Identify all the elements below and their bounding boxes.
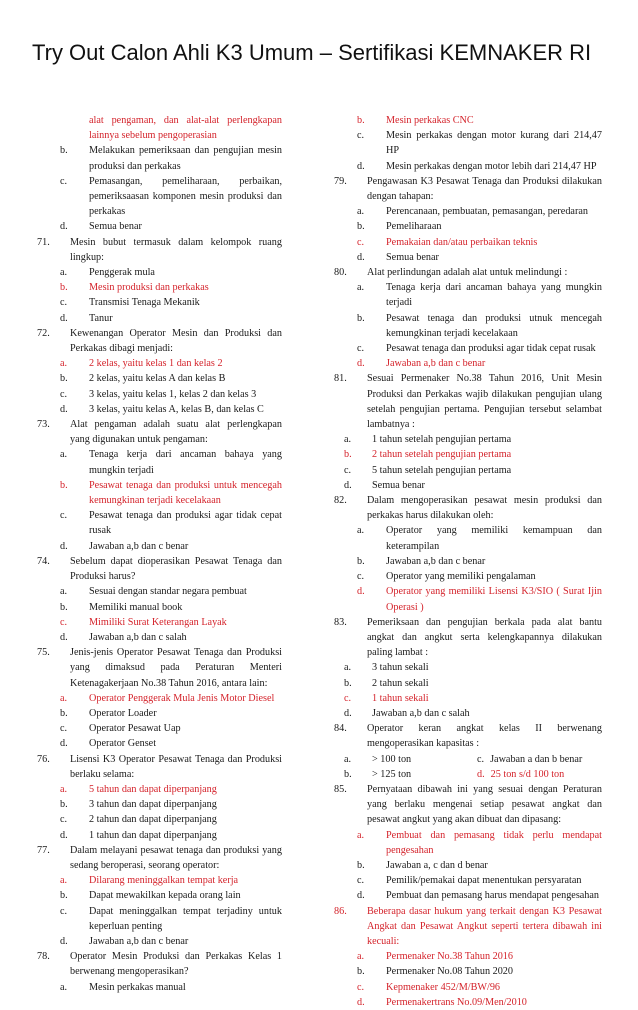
answer-option xyxy=(334,888,602,903)
answer-option xyxy=(37,888,282,903)
answer-option xyxy=(37,219,282,234)
answer-option xyxy=(334,113,602,128)
option-text: Jawaban a,b dan c benar xyxy=(386,358,486,370)
question-body: Beberapa dasar hukum yang terkait dengan K3 Pesawat Angkat dan Pesawat Angkut seperti tertera dibawah ini kecuali: xyxy=(367,905,602,947)
option-letter: d. xyxy=(357,160,365,172)
option-text: Pesawat tenaga dan produksi utnuk mencegah kemungkinan terjadi kecelakaan xyxy=(386,312,602,339)
option-text: Semua benar xyxy=(386,251,439,263)
question-body: Pemeriksaan dan pengujian berkala pada alat bantu angkat dan angkut serta kelengkapannya dilakukan paling lambat : xyxy=(367,616,602,659)
option-text-b xyxy=(477,767,602,782)
page-title: Try Out Calon Ahli K3 Umum – Sertifikasi KEMNAKER RI xyxy=(32,40,592,65)
option-text: Pemilik/pemakai dapat menentukan persyaratan xyxy=(386,875,582,887)
option-text: Tenaga kerja dari ancaman bahaya yang mungkin terjadi xyxy=(386,282,602,309)
option-text: Mesin perkakas CNC xyxy=(386,115,474,126)
answer-option xyxy=(37,584,282,599)
option-text: Pembuat dan pemasang harus mendapat pengesahan xyxy=(386,890,600,902)
option-letter: a. xyxy=(357,206,365,218)
answer-option xyxy=(334,341,602,356)
option-text: Tanur xyxy=(89,312,113,324)
option-letter: c. xyxy=(477,753,485,765)
option-text: Semua benar xyxy=(372,479,425,491)
question-text xyxy=(37,235,282,265)
answer-option xyxy=(334,280,602,310)
option-letter: c. xyxy=(357,130,365,142)
question-number: 79. xyxy=(334,175,347,187)
option-text: Mesin perkakas dengan motor kurang dari 214,47 HP xyxy=(386,130,602,157)
answer-option xyxy=(334,311,602,341)
option-text: 1 tahun dan dapat diperpanjang xyxy=(89,829,217,841)
answer-option xyxy=(37,387,282,402)
option-letter: a. xyxy=(344,434,352,446)
option-text-b xyxy=(477,752,602,767)
answer-option xyxy=(334,250,602,265)
answer-option xyxy=(37,706,282,721)
option-letter: a. xyxy=(60,449,68,461)
option-letter: a. xyxy=(60,267,68,279)
option-letter: b. xyxy=(357,312,365,324)
answer-option-pair xyxy=(334,767,602,782)
option-letter: a. xyxy=(60,981,68,993)
question-block xyxy=(334,174,602,265)
question-block xyxy=(334,721,602,782)
option-letter: a. xyxy=(60,586,68,598)
question-block xyxy=(334,782,602,904)
option-text: 3 kelas, yaitu kelas A, kelas B, dan kelas C xyxy=(89,403,264,415)
option-text: Jawaban a,b dan c benar xyxy=(89,935,189,947)
answer-option xyxy=(37,447,282,477)
question-body: Dalam melayani pesawat tenaga dan produksi yang sedang beroperasi, seorang operator: xyxy=(70,844,282,871)
option-text: 1 tahun sekali xyxy=(372,692,429,704)
answer-option xyxy=(334,447,602,462)
option-letter: a. xyxy=(60,783,68,795)
option-letter: d. xyxy=(357,890,365,902)
question-text xyxy=(334,493,602,523)
option-letter: b. xyxy=(60,707,68,719)
option-letter: c. xyxy=(60,905,68,917)
answer-option xyxy=(334,159,602,174)
answer-option xyxy=(334,523,602,553)
option-text: Perencanaan, pembuatan, pemasangan, peredaran xyxy=(386,206,588,218)
option-text: Pemasangan, pemeliharaan, perbaikan, pemeriksaasan komponen mesin produksi dan perkakas xyxy=(89,175,282,218)
option-letter: c. xyxy=(357,343,365,355)
question-block xyxy=(37,417,282,554)
option-letter: c. xyxy=(357,236,365,248)
option-letter: b. xyxy=(357,115,365,126)
question-block xyxy=(37,235,282,326)
answer-option xyxy=(37,782,282,797)
option-letter: c. xyxy=(60,814,68,826)
option-text: Pesawat tenaga dan produksi untuk mencegah kemungkinan terjadi kecelakaan xyxy=(89,479,282,507)
option-text: Melakukan pemeriksaan dan pengujian mesin produksi dan perkakas xyxy=(89,145,282,172)
option-text: Pemakaian dan/atau perbaikan teknis xyxy=(386,236,538,248)
right-column xyxy=(334,113,602,1010)
option-text: 5 tahun setelah pengujian pertama xyxy=(372,464,512,476)
answer-option xyxy=(334,432,602,447)
question-text xyxy=(334,721,602,751)
option-letter: b. xyxy=(357,859,365,871)
option-letter: c. xyxy=(60,297,68,309)
question-text xyxy=(37,949,282,979)
answer-option xyxy=(37,630,282,645)
option-text: Pesawat tenaga dan produksi agar tidak cepat rusak xyxy=(89,510,282,537)
answer-option xyxy=(37,615,282,630)
question-body: Kewenangan Operator Mesin dan Produksi dan Perkakas dibagi menjadi: xyxy=(70,327,282,355)
answer-option xyxy=(37,508,282,538)
option-letter: c. xyxy=(357,571,365,583)
option-text: Jawaban a,b dan c benar xyxy=(89,540,189,552)
option-text: Jawaban a,b dan c salah xyxy=(89,631,187,643)
continued-option-text: alat pengaman, dan alat-alat perlengkapan lainnya sebelum pengoperasian xyxy=(89,115,282,142)
question-block xyxy=(37,326,282,417)
option-letter: d. xyxy=(60,935,68,947)
question-block xyxy=(334,615,602,721)
option-text: Mesin produksi dan perkakas xyxy=(89,282,209,294)
question-text xyxy=(334,174,602,204)
answer-option xyxy=(334,569,602,584)
option-letter: a. xyxy=(344,662,352,674)
answer-option xyxy=(334,995,602,1010)
question-number: 84. xyxy=(334,723,347,735)
answer-option xyxy=(334,204,602,219)
answer-option xyxy=(334,235,602,250)
answer-option xyxy=(37,174,282,220)
option-letter: c. xyxy=(60,616,68,628)
option-letter: d. xyxy=(477,768,485,780)
option-text: Permenaker No.38 Tahun 2016 xyxy=(386,951,513,963)
answer-option xyxy=(334,676,602,691)
option-letter: b. xyxy=(60,601,68,613)
option-letter: b. xyxy=(60,890,68,902)
question-text xyxy=(37,554,282,584)
question-number: 85. xyxy=(334,783,347,795)
question-block xyxy=(334,904,602,1010)
option-letter: b. xyxy=(344,449,352,461)
question-body: Alat perlindungan adalah alat untuk melindungi : xyxy=(367,267,568,279)
option-text: 2 kelas, yaitu kelas A dan kelas B xyxy=(89,373,226,385)
option-letter: a. xyxy=(60,875,68,887)
answer-option xyxy=(334,356,602,371)
option-text: 3 tahun sekali xyxy=(372,662,429,674)
question-text xyxy=(37,645,282,691)
option-letter: d. xyxy=(357,358,365,370)
option-text: Tenaga kerja dari ancaman bahaya yang mungkin terjadi xyxy=(89,449,282,476)
answer-option xyxy=(334,691,602,706)
question-number: 77. xyxy=(37,844,50,856)
question-number: 75. xyxy=(37,647,50,659)
answer-option xyxy=(334,858,602,873)
question-body: Alat pengaman adalah suatu alat perlengkapan yang digunakan untuk pengaman: xyxy=(70,419,282,446)
answer-option xyxy=(37,295,282,310)
option-letter: d. xyxy=(60,631,68,643)
option-text: Penggerak mula xyxy=(89,267,155,279)
answer-option xyxy=(37,356,282,371)
option-text: 2 kelas, yaitu kelas 1 dan kelas 2 xyxy=(89,358,223,370)
answer-option xyxy=(334,964,602,979)
option-letter: b. xyxy=(60,145,68,157)
option-text: > 125 ton xyxy=(372,768,412,780)
option-text: Sesuai dengan standar negara pembuat xyxy=(89,586,247,598)
answer-option xyxy=(37,280,282,295)
option-letter: c. xyxy=(357,875,365,887)
answer-option xyxy=(334,478,602,493)
answer-option xyxy=(37,265,282,280)
answer-option xyxy=(37,873,282,888)
option-letter: d. xyxy=(60,403,68,415)
answer-option xyxy=(334,949,602,964)
option-letter: a. xyxy=(60,358,68,370)
option-text: Operator Loader xyxy=(89,707,157,719)
option-letter: a. xyxy=(357,829,365,841)
question-body: Pengawasan K3 Pesawat Tenaga dan Produksi dilakukan dengan tahapan: xyxy=(367,175,602,203)
question-block xyxy=(334,265,602,371)
answer-option xyxy=(334,463,602,478)
answer-option xyxy=(37,600,282,615)
question-number: 82. xyxy=(334,495,347,507)
answer-option xyxy=(334,128,602,158)
option-text: 25 ton s/d 100 ton xyxy=(490,768,565,780)
question-number: 80. xyxy=(334,267,347,279)
question-text xyxy=(334,782,602,828)
option-text: Pesawat tenaga dan produksi agar tidak cepat rusak xyxy=(386,343,596,355)
question-block xyxy=(37,752,282,843)
option-text: Jawaban a,b dan c salah xyxy=(372,707,470,719)
option-text: Semua benar xyxy=(89,221,142,233)
answer-option xyxy=(334,706,602,721)
option-letter: a. xyxy=(60,692,68,704)
option-letter: b. xyxy=(344,768,352,780)
option-text: 5 tahun dan dapat diperpanjang xyxy=(89,783,217,795)
question-text xyxy=(37,843,282,873)
option-letter: d. xyxy=(60,221,68,233)
option-text: Transmisi Tenaga Mekanik xyxy=(89,297,200,309)
option-text: Mimiliki Surat Keterangan Layak xyxy=(89,616,227,628)
option-text: Operator Penggerak Mula Jenis Motor Diesel xyxy=(89,692,275,704)
option-text: Operator Genset xyxy=(89,738,157,750)
question-number: 71. xyxy=(37,236,50,248)
question-number: 74. xyxy=(37,555,50,567)
question-number: 81. xyxy=(334,373,347,385)
option-text: 2 tahun setelah pengujian pertama xyxy=(372,449,512,461)
answer-option xyxy=(334,873,602,888)
option-letter: a. xyxy=(357,951,365,963)
option-letter: b. xyxy=(357,966,365,978)
answer-option xyxy=(37,402,282,417)
option-text: 3 kelas, yaitu kelas 1, kelas 2 dan kelas 3 xyxy=(89,388,257,400)
option-letter: c. xyxy=(344,692,352,704)
option-letter: a. xyxy=(344,753,352,765)
option-letter: d. xyxy=(60,738,68,750)
question-body: Mesin bubut termasuk dalam kelompok ruang lingkup: xyxy=(70,236,282,263)
option-letter: a. xyxy=(357,282,365,294)
question-block xyxy=(334,493,602,615)
question-block xyxy=(37,949,282,995)
answer-option xyxy=(37,812,282,827)
answer-option xyxy=(37,736,282,751)
question-block xyxy=(334,371,602,493)
answer-option-pair xyxy=(334,752,602,767)
option-letter: b. xyxy=(60,799,68,811)
option-letter: b. xyxy=(60,479,68,491)
option-letter: d. xyxy=(344,707,352,719)
question-number: 78. xyxy=(37,951,50,963)
option-text: Pembuat dan pemasang tidak perlu mendapat pengesahan xyxy=(386,829,602,856)
answer-option xyxy=(37,371,282,386)
answer-option xyxy=(334,660,602,675)
question-number: 76. xyxy=(37,753,50,765)
option-letter: b. xyxy=(357,555,365,567)
option-letter: c. xyxy=(60,723,68,735)
option-text: Operator yang memiliki pengalaman xyxy=(386,571,536,583)
option-text: Permenaker No.08 Tahun 2020 xyxy=(386,966,513,978)
option-text: Mesin perkakas manual xyxy=(89,981,186,993)
option-text: Pemeliharaan xyxy=(386,221,442,233)
option-letter: c. xyxy=(60,510,68,522)
option-letter: d. xyxy=(60,312,68,324)
question-number: 86. xyxy=(334,905,347,917)
answer-option xyxy=(37,828,282,843)
option-letter: d. xyxy=(357,996,365,1008)
question-body: Sebelum dapat dioperasikan Pesawat Tenaga dan Produksi harus? xyxy=(70,555,282,583)
answer-option xyxy=(334,584,602,614)
question-text xyxy=(334,615,602,661)
answer-option xyxy=(37,721,282,736)
option-text: Dapat meninggalkan tempat terjadiny untuk keperluan penting xyxy=(89,905,282,932)
answer-option xyxy=(37,797,282,812)
option-text: Operator Pesawat Uap xyxy=(89,723,181,735)
answer-option xyxy=(334,554,602,569)
answer-option xyxy=(37,904,282,934)
option-text: Dapat mewakilkan kepada orang lain xyxy=(89,890,241,902)
option-text: Jawaban a, c dan d benar xyxy=(386,859,488,871)
question-body: Operator Mesin Produksi dan Perkakas Kelas 1 berwenang mengoperasikan? xyxy=(70,951,282,978)
answer-option xyxy=(334,828,602,858)
answer-option xyxy=(37,311,282,326)
option-text: Operator yang memiliki Lisensi K3/SIO ( Surat Ijin Operasi ) xyxy=(386,586,602,613)
option-text: Dilarang meninggalkan tempat kerja xyxy=(89,875,239,887)
option-text: Mesin perkakas dengan motor lebih dari 214,47 HP xyxy=(386,160,597,172)
answer-option xyxy=(37,539,282,554)
option-text: 2 tahun dan dapat diperpanjang xyxy=(89,814,217,826)
left-column xyxy=(37,113,282,995)
answer-option xyxy=(37,143,282,173)
question-body: Jenis-jenis Operator Pesawat Tenaga dan Produksi yang dimaksud pada Peraturan Menteri Ketenagakerjaan No.38 Tahun 2016, antara lain: xyxy=(70,647,282,689)
option-letter: b. xyxy=(60,373,68,385)
option-letter: d. xyxy=(357,586,365,598)
option-text: 2 tahun sekali xyxy=(372,677,429,689)
option-letter: d. xyxy=(357,251,365,263)
option-text: Operator yang memiliki kemampuan dan keterampilan xyxy=(386,525,602,552)
option-text: 1 tahun setelah pengujian pertama xyxy=(372,434,512,446)
question-body: Pernyataan dibawah ini yang sesuai dengan Peraturan yang berlaku mengenai setiap pesawat angkat dan pesawat angkut yang akan dibuat dan dipasang: xyxy=(367,783,602,826)
option-letter: c. xyxy=(344,464,352,476)
question-number: 73. xyxy=(37,419,50,431)
option-text: Jawaban a dan b benar xyxy=(490,753,583,765)
answer-option xyxy=(37,691,282,706)
answer-option xyxy=(37,980,282,995)
option-letter: c. xyxy=(60,175,68,187)
question-body: Dalam mengoperasikan pesawat mesin produksi dan perkakas harus dilakukan oleh: xyxy=(367,495,602,522)
question-block xyxy=(37,843,282,949)
option-letter: b. xyxy=(357,221,365,233)
option-text: Memiliki manual book xyxy=(89,601,183,613)
answer-option xyxy=(37,934,282,949)
question-number: 83. xyxy=(334,616,347,628)
question-text xyxy=(334,371,602,432)
option-letter: a. xyxy=(357,525,365,537)
option-letter: d. xyxy=(60,540,68,552)
option-text: Kepmenaker 452/M/BW/96 xyxy=(386,981,501,993)
answer-option xyxy=(334,219,602,234)
answer-option xyxy=(37,478,282,508)
question-body: Operator keran angkat kelas II berwenang mengoperasikan kapasitas : xyxy=(367,723,602,750)
question-body: Sesuai Permenaker No.38 Tahun 2016, Unit Mesin Produksi dan Perkakas wajib dilakukan pengujian ulang setelah pengujian pertama. Pengujian tersebut selambat lambatnya : xyxy=(367,373,602,431)
question-text xyxy=(37,417,282,447)
question-text xyxy=(334,265,602,280)
option-text: Jawaban a,b dan c benar xyxy=(386,555,486,567)
question-number: 72. xyxy=(37,327,50,339)
answer-option xyxy=(334,980,602,995)
option-letter: b. xyxy=(60,282,68,294)
option-letter: c. xyxy=(357,981,365,993)
option-text: > 100 ton xyxy=(372,753,412,765)
option-letter: c. xyxy=(60,388,68,400)
option-letter: d. xyxy=(60,829,68,841)
question-body: Lisensi K3 Operator Pesawat Tenaga dan Produksi berlaku selama: xyxy=(70,753,282,780)
question-text xyxy=(37,752,282,782)
option-text: 3 tahun dan dapat diperpanjang xyxy=(89,799,217,811)
question-block xyxy=(37,554,282,645)
option-letter: d. xyxy=(344,479,352,491)
question-block xyxy=(37,645,282,751)
option-letter: b. xyxy=(344,677,352,689)
option-text: Permenakertrans No.09/Men/2010 xyxy=(386,996,527,1008)
question-text xyxy=(334,904,602,950)
question-text xyxy=(37,326,282,356)
